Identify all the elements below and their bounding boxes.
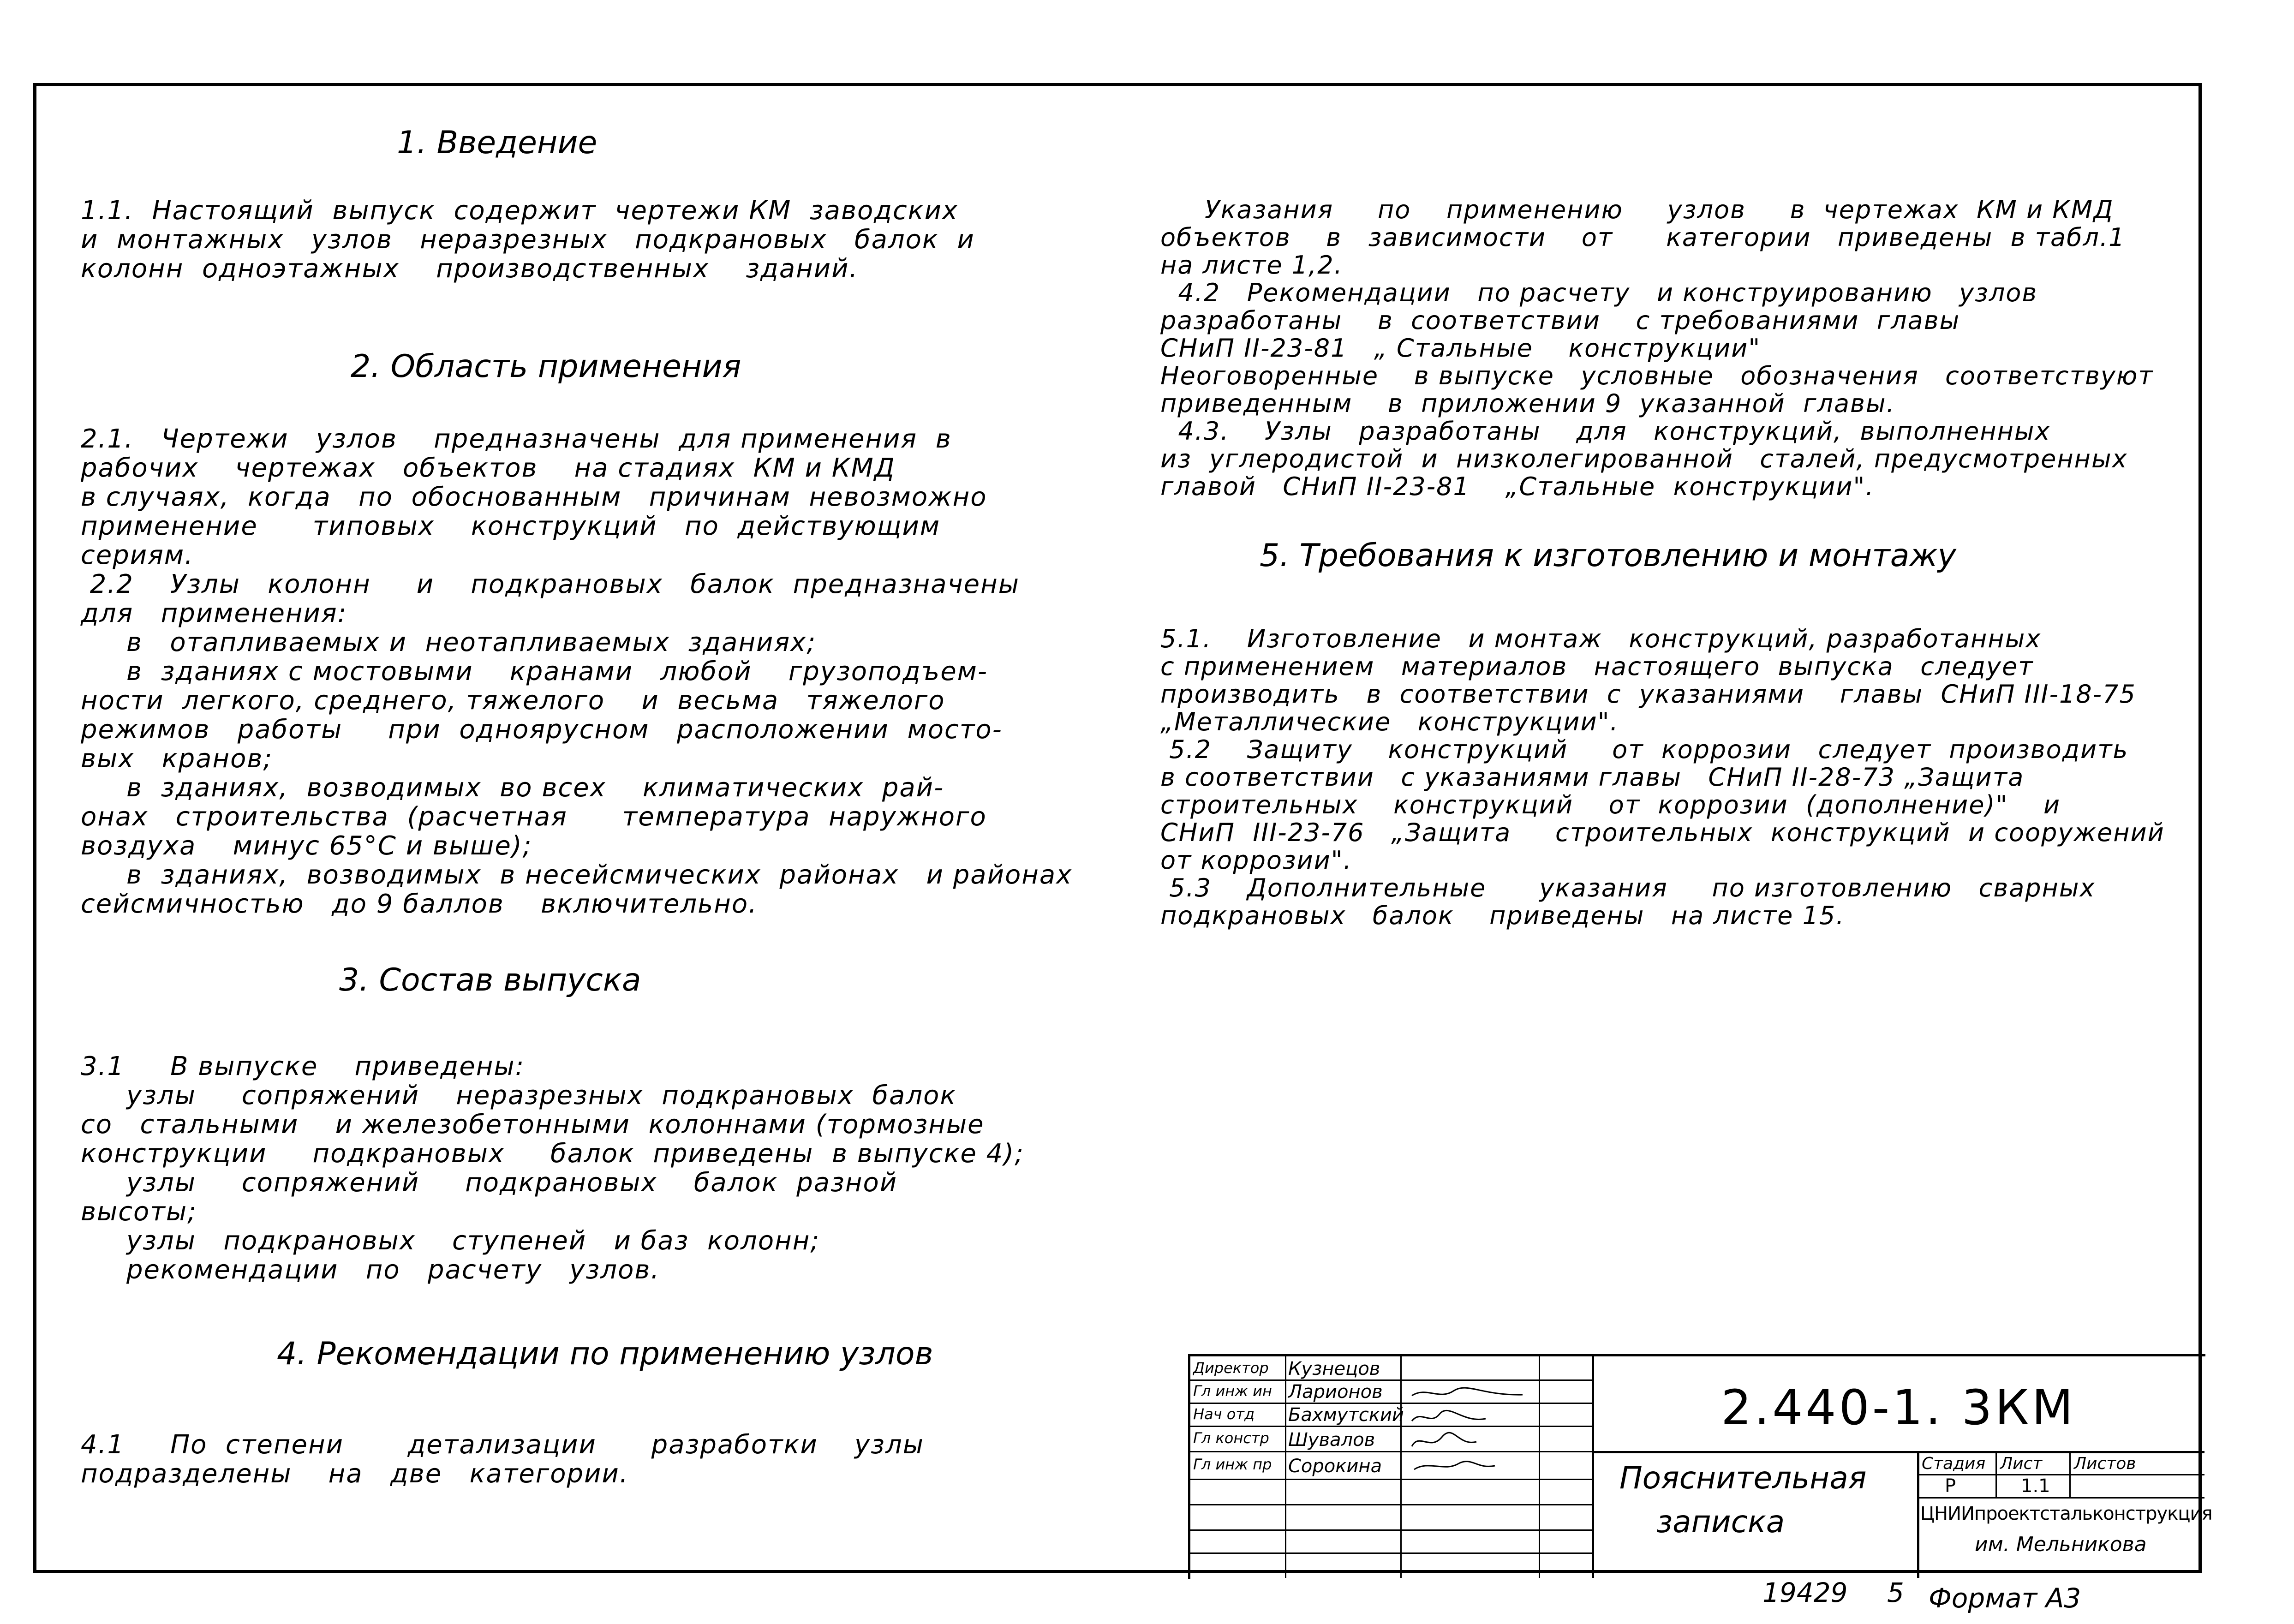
document-title-line1: Пояснительная <box>1619 1460 1867 1496</box>
role-3: Гл констр <box>1193 1429 1269 1447</box>
section-recommend-text-continued: Указания по применению узлов в чертежах КМ и КМД объектов в зависимости от категории приведены в табл.1 на листе 1,2. 4.2 Рекомендации по расчету и конструированию узлов разработаны в соответствии с требованиями главы СНиП II-23-81 „ Стальные конструкции" Неоговоренные в выпуске условные обозначения соответствуют приведенным в приложении 9 указанной главы. 4.3. Узлы разработаны для конструкций, выполненных из углеродистой и низколегированной сталей, предусмотренных главой СНиП II-23-81 „Стальные конструкции". <box>1160 195 2154 501</box>
sheet-label: Лист <box>2000 1454 2043 1473</box>
name-1: Ларионов <box>1288 1381 1383 1403</box>
archive-number: 19429 <box>1762 1577 1848 1608</box>
section-content-title: 3. Состав выпуска <box>339 962 641 998</box>
role-4: Гл инж пр <box>1193 1456 1272 1473</box>
stage-value: Р <box>1945 1475 1956 1497</box>
section-intro-text: 1.1. Настоящий выпуск содержит чертежи КМ заводских и монтажных узлов неразрезных подкрановых балок и колонн одноэтажных производственных зданий. <box>81 196 975 284</box>
title-block <box>1188 1354 2212 1579</box>
organization-subtitle: им. Мельникова <box>1975 1533 2147 1556</box>
role-2: Нач отд <box>1193 1405 1255 1423</box>
sheet-value: 1.1 <box>2021 1475 2050 1497</box>
role-1: Гл инж ин <box>1193 1382 1272 1400</box>
document-title-line2: записка <box>1656 1504 1785 1540</box>
section-recommend-title: 4. Рекомендации по применению узлов <box>277 1336 933 1372</box>
section-recommend-text: 4.1 По степени детализации разработки узлы подразделены на две категории. <box>81 1430 924 1489</box>
page-number: 5 <box>1887 1577 1904 1608</box>
section-scope-text: 2.1. Чертежи узлов предназначены для применения в рабочих чертежах объектов на стадиях КМ и КМД в случаях, когда по обоснованным причинам невозможно применение типовых конструкций по действующим сериям. 2.2 Узлы колонн и подкрановых балок предназначены для применения: в отапливаемых и неотапливаемых зданиях; в зданиях с мостовыми кранами любой грузоподъем- ности легкого, среднего, тяжелого и весьма тяжелого режимов работы при одноярусном расположении мосто- вых кранов; в зданиях, возводимых во всех климатических рай- онах строительства (расчетная температура наружного воздуха минус 65°С и выше); в зданиях, возводимых в несейсмических районах и районах сейсмичностью до 9 баллов включительно. <box>81 424 1073 919</box>
section-requirements-title: 5. Требования к изготовлению и монтажу <box>1260 537 1956 574</box>
section-intro-title: 1. Введение <box>397 125 597 161</box>
name-2: Бахмутский <box>1288 1404 1404 1426</box>
document-code: 2.440-1. 3КМ <box>1721 1379 2076 1436</box>
section-requirements-text: 5.1. Изготовление и монтаж конструкций, разработанных с применением материалов настоящего выпуска следует производить в соответствии с указаниями главы СНиП III-18-75 „Металлические конструкции". 5.2 Защиту конструкций от коррозии следует производить в соответствии с указаниями главы СНиП II-28-73 „Защита строительных конструкций от коррозии (дополнение)" и СНиП III-23-76 „Защита строительных конструкций и сооружений от коррозии". 5.3 Дополнительные указания по изготовлению сварных подкрановых балок приведены на листе 15. <box>1160 624 2165 930</box>
organization-name: ЦНИИпроектстальконструкция <box>1920 1503 2212 1524</box>
signatures-image <box>1407 1382 1532 1479</box>
format-label: Формат А3 <box>1929 1582 2081 1614</box>
sheets-label: Листов <box>2074 1454 2136 1473</box>
name-3: Шувалов <box>1288 1429 1375 1451</box>
stage-label: Стадия <box>1922 1454 1986 1473</box>
name-4: Сорокина <box>1288 1456 1382 1477</box>
section-scope-title: 2. Область применения <box>351 348 741 385</box>
section-content-text: 3.1 В выпуске приведены: узлы сопряжений неразрезных подкрановых балок со стальными и железобетонными колоннами (тормозные конструкции подкрановых балок приведены в выпуске 4); узлы сопряжений подкрановых балок разной высоты; узлы подкрановых ступеней и баз колонн; рекомендации по расчету узлов. <box>81 1051 1024 1285</box>
name-0: Кузнецов <box>1288 1358 1380 1379</box>
role-0: Директор <box>1193 1359 1269 1377</box>
